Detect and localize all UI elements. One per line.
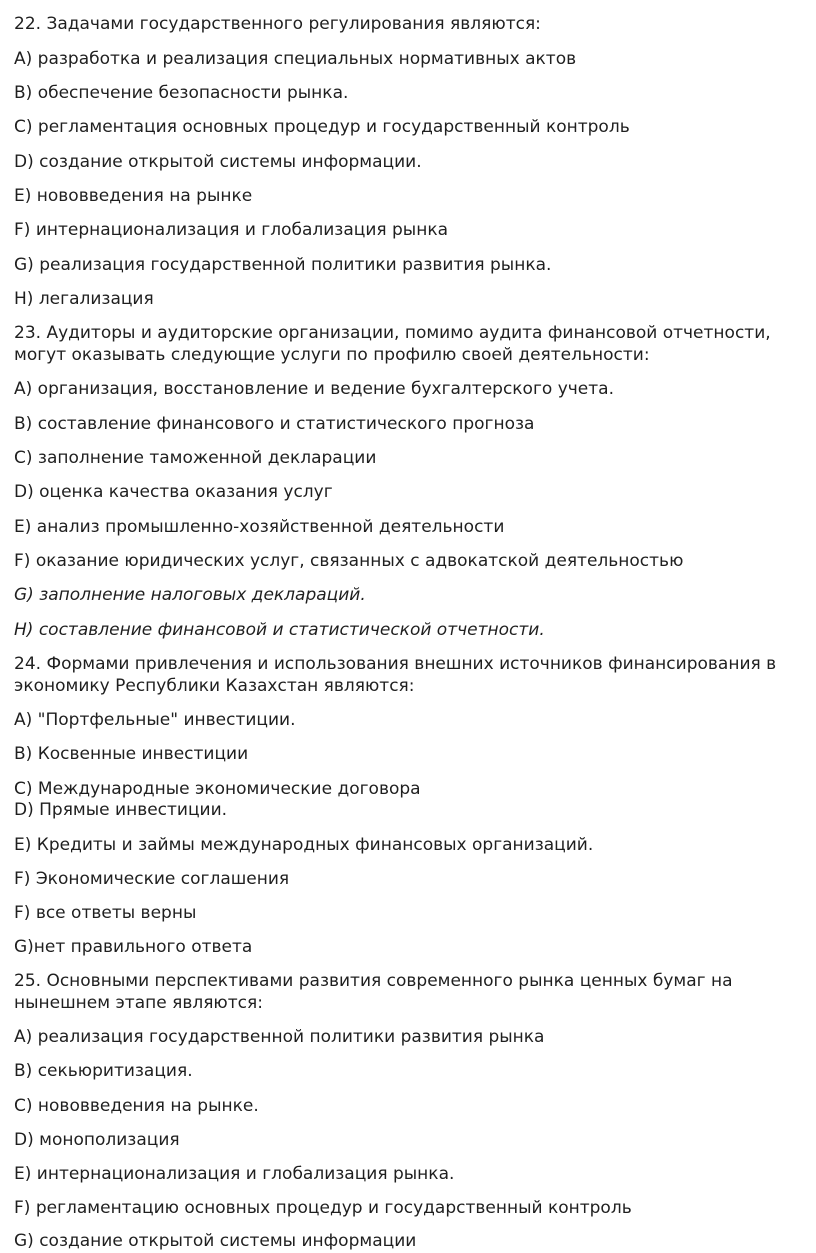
q22-option-g: G) реализация государственной политики развития рынка. [14, 255, 552, 275]
q25-option-a: A) реализация государственной политики развития рынка [14, 1027, 545, 1047]
q24-option-f2: F) все ответы верны [14, 903, 197, 923]
q24-option-b: B) Косвенные инвестиции [14, 744, 249, 764]
question-25-text-line1: 25. Основными перспективами развития современного рынка ценных бумаг на [14, 971, 733, 991]
question-25-text-line2: нынешнем этапе являются: [14, 993, 263, 1013]
q25-option-g: G) создание открытой системы информации [14, 1231, 417, 1251]
question-22-text: 22. Задачами государственного регулирования являются: [14, 14, 541, 34]
q24-option-a: A) "Портфельные" инвестиции. [14, 710, 296, 730]
q23-option-g: G) заполнение налоговых деклараций. [14, 585, 366, 605]
q25-option-f: F) регламентацию основных процедур и государственный контроль [14, 1198, 632, 1218]
q24-option-c: C) Международные экономические договора [14, 779, 421, 799]
q23-option-c: C) заполнение таможенной декларации [14, 448, 377, 468]
q24-option-d: D) Прямые инвестиции. [14, 800, 228, 820]
q22-option-h: H) легализация [14, 289, 154, 309]
q25-option-b: B) секьюритизация. [14, 1061, 193, 1081]
q25-option-e: E) интернационализация и глобализация рынка. [14, 1164, 455, 1184]
q22-option-e: E) нововведения на рынке [14, 186, 253, 206]
q22-option-c: C) регламентация основных процедур и государственный контроль [14, 117, 630, 137]
q23-option-h: H) составление финансовой и статистической отчетности. [14, 620, 545, 640]
q22-option-d: D) создание открытой системы информации. [14, 152, 422, 172]
q23-option-f: F) оказание юридических услуг, связанных с адвокатской деятельностью [14, 551, 684, 571]
question-23-text-line1: 23. Аудиторы и аудиторские организации, помимо аудита финансовой отчетности, [14, 323, 771, 343]
q23-option-a: A) организация, восстановление и ведение бухгалтерского учета. [14, 379, 614, 399]
q24-option-g: G)нет правильного ответа [14, 937, 253, 957]
q22-option-f: F) интернационализация и глобализация рынка [14, 220, 449, 240]
q24-option-e: E) Кредиты и займы международных финансовых организаций. [14, 835, 594, 855]
q25-option-c: C) нововведения на рынке. [14, 1096, 259, 1116]
question-24-text-line2: экономику Республики Казахстан являются: [14, 676, 415, 696]
q23-option-e: E) анализ промышленно-хозяйственной деятельности [14, 517, 505, 537]
q23-option-d: D) оценка качества оказания услуг [14, 482, 333, 502]
question-24-text-line1: 24. Формами привлечения и использования внешних источников финансирования в [14, 654, 777, 674]
q25-option-d: D) монополизация [14, 1130, 180, 1150]
q24-option-f: F) Экономические соглашения [14, 869, 290, 889]
q23-option-b: B) составление финансового и статистического прогноза [14, 414, 535, 434]
q22-option-a: A) разработка и реализация специальных нормативных актов [14, 49, 577, 69]
q22-option-b: B) обеспечение безопасности рынка. [14, 83, 349, 103]
question-23-text-line2: могут оказывать следующие услуги по профилю своей деятельности: [14, 345, 650, 365]
